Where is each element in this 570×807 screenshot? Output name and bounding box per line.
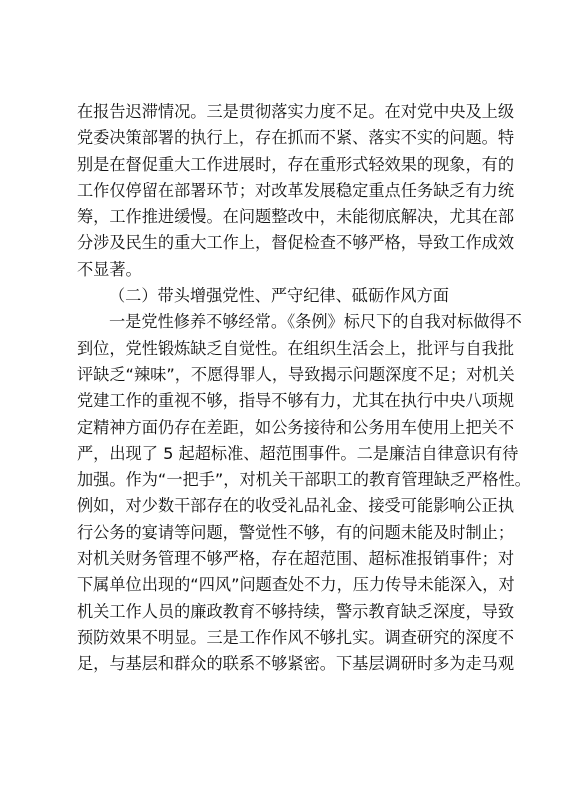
text-line: 不显著。	[77, 259, 142, 279]
text-line: 到位，党性锻炼缺乏自觉性。在组织生活会上，批评与自我批	[77, 338, 515, 358]
text-line: 行公务的宴请等问题，警觉性不够，有的问题未能及时制止；	[77, 522, 515, 542]
text-line: 党委决策部署的执行上，存在抓而不紧、落实不实的问题。特	[77, 128, 515, 148]
text-line: 机关工作人员的廉政教育不够持续，警示教育缺乏深度，导致	[77, 601, 515, 621]
text-line: 工作仅停留在部署环节；对改革发展稳定重点任务缺乏有力统	[77, 180, 515, 200]
text-line: 在报告迟滞情况。三是贯彻落实力度不足。在对党中央及上级	[77, 102, 515, 121]
paragraph-start-line: 一是党性修养不够经常。《条例》标尺下的自我对标做得不	[109, 312, 522, 332]
text-line: 党建工作的重视不够，指导不够有力，尤其在执行中央八项规	[77, 391, 515, 411]
text-line: 别是在督促重大工作进展时，存在重形式轻效果的现象，有的	[77, 154, 515, 174]
text-line: 筹，工作推进缓慢。在问题整改中，未能彻底解决，尤其在部	[77, 207, 515, 227]
text-line: 评缺乏“辣味”，不愿得罪人，导致揭示问题深度不足；对机关	[77, 364, 515, 384]
text-line: 例如，对少数干部存在的收受礼品礼金、接受可能影响公正执	[77, 496, 515, 516]
text-line: 定精神方面仍存在差距，如公务接待和公务用车使用上把关不	[77, 417, 515, 437]
body-text	[77, 99, 531, 678]
text-line: 严，出现了 5 起超标准、超范围事件。二是廉洁自律意识有待	[77, 443, 519, 463]
text-line: 足，与基层和群众的联系不够紧密。下基层调研时多为走马观	[77, 654, 515, 674]
text-line: 加强。作为“一把手”，对机关干部职工的教育管理缺乏严格性。	[77, 470, 531, 490]
text-line: 对机关财务管理不够严格，存在超范围、超标准报销事件；对	[77, 549, 515, 569]
text-line: 下属单位出现的“四风”问题查处不力，压力传导未能深入，对	[77, 575, 515, 595]
section-heading: （二）带头增强党性、严守纪律、砥砺作风方面	[109, 286, 449, 306]
text-line: 分涉及民生的重大工作上，督促检查不够严格，导致工作成效	[77, 233, 515, 253]
text-line: 预防效果不明显。三是工作作风不够扎实。调查研究的深度不	[77, 627, 515, 647]
